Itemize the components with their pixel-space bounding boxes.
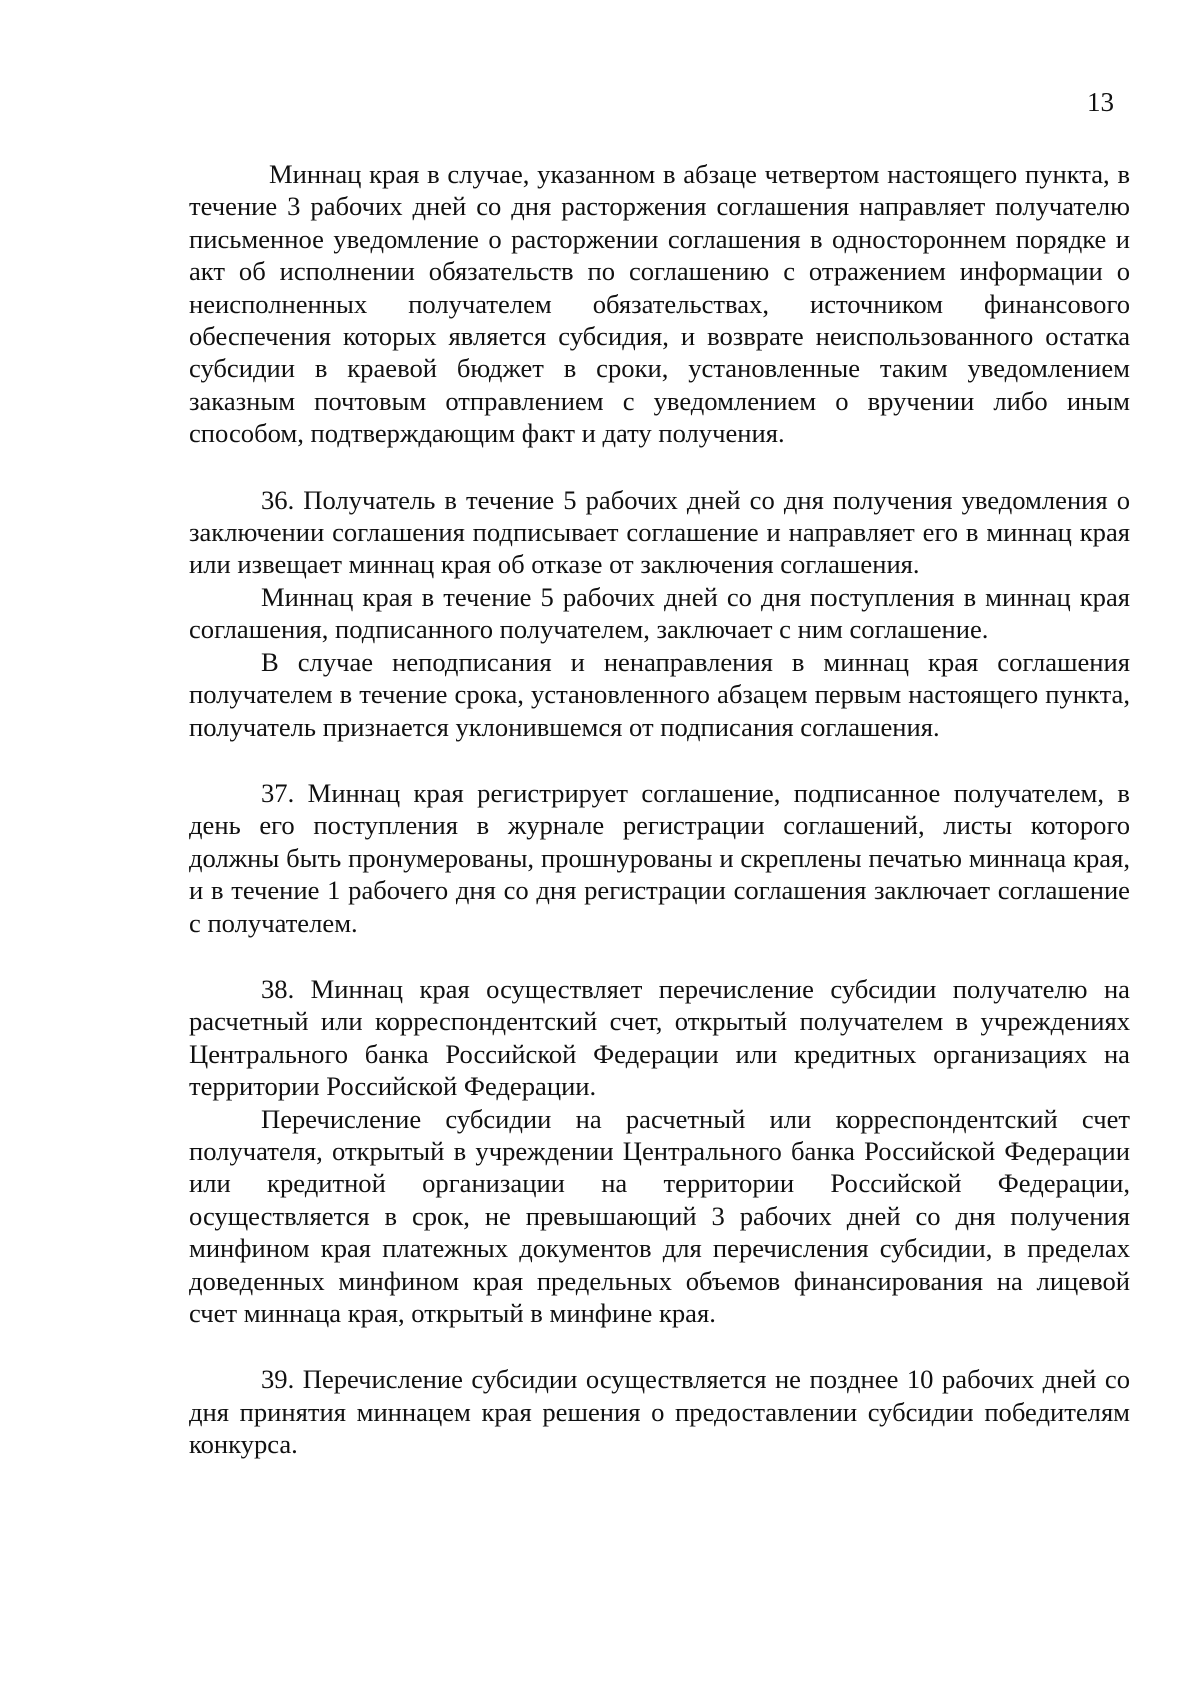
paragraph-36: 36. Получатель в течение 5 рабочих дней со дня получения уведомления о заключении соглашения подписывает соглашение и направляет его в миннац края или извещает миннац края об отказе от заключения соглашения. (189, 484, 1130, 580)
paragraph-38: 38. Миннац края осуществляет перечисление субсидии получателю на расчетный или корреспондентский счет, открытый получателем в учреждениях Центрального банка Российской Федерации или кредитных организациях на территории Российской Федерации. (189, 973, 1130, 1102)
paragraph-36-second: Миннац края в течение 5 рабочих дней со дня поступления в миннац края соглашения, подписанного получателем, заключает с ним соглашение. (189, 581, 1130, 645)
page-number: 13 (1087, 87, 1114, 117)
paragraph-termination-notice: Миннац края в случае, указанном в абзаце четвертом настоящего пункта, в течение 3 рабочих дней со дня расторжения соглашения направляет получателю письменное уведомление о расторжении соглашения в одностороннем порядке и акт об исполнении обязательств по соглашению с отражением информации о неисполненных получателем обязательствах, источником финансового обеспечения которых является субсидия, и возврате неиспользованного остатка субсидии в краевой бюджет в сроки, установленные таким уведомлением заказным почтовым отправлением с уведомлением о вручении либо иным способом, подтверждающим факт и дату получения. (189, 159, 1130, 449)
paragraph-36-third: В случае неподписания и ненаправления в миннац края соглашения получателем в течение срока, установленного абзацем первым настоящего пункта, получатель признается уклонившемся от подписания соглашения. (189, 646, 1130, 742)
paragraph-39: 39. Перечисление субсидии осуществляется не позднее 10 рабочих дней со дня принятия миннацем края решения о предоставлении субсидии победителям конкурса. (189, 1364, 1130, 1460)
document-body (189, 158, 1130, 1461)
paragraph-38-second: Перечисление субсидии на расчетный или корреспондентский счет получателя, открытый в учреждении Центрального банка Российской Федерации или кредитной организации на территории Российской Федерации, осуществляется в срок, не превышающий 3 рабочих дней со дня получения минфином края платежных документов для перечисления субсидии, в пределах доведенных минфином края предельных объемов финансирования на лицевой счет миннаца края, открытый в минфине края. (189, 1103, 1130, 1328)
paragraph-37: 37. Миннац края регистрирует соглашение, подписанное получателем, в день его поступления в журнале регистрации соглашений, листы которого должны быть пронумерованы, прошнурованы и скреплены печатью миннаца края, и в течение 1 рабочего дня со дня регистрации соглашения заключает соглашение с получателем. (189, 777, 1130, 938)
